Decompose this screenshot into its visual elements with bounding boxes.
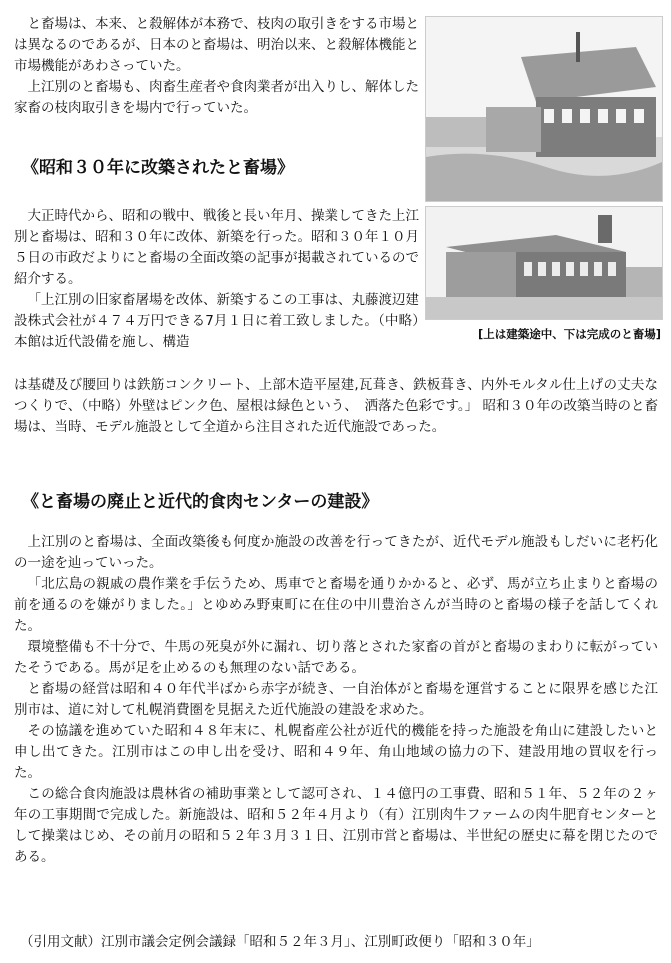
photo-caption: [上は建築途中、下は完成のと畜場] <box>477 327 661 341</box>
intro-block <box>14 14 419 119</box>
citation-footnote: （引用文献）江別市議会定例会議録「昭和５２年３月」、江別町政便り「昭和３０年」 <box>20 934 540 950</box>
section-2-paragraph-5: その協議を進めていた昭和４８年末に、札幌畜産公社が近代的機能を持った施設を角山に建設したいと申し出てきた。江別市はこの申し出を受け、昭和４９年、角山地域の協力の下、建設用地の買収を行った。 <box>14 723 658 781</box>
completed-building-photo <box>425 206 663 320</box>
section-2-paragraph-1: 上江別のと畜場は、全面改築後も何度か施設の改善を行ってきたが、近代モデル施設もしだいに老朽化の一途を辿っていった。 <box>14 534 658 571</box>
section-1-heading: 《昭和３０年に改築されたと畜場》 <box>22 158 294 178</box>
section-2-paragraph-6: この総合食肉施設は農林省の補助事業として認可され、１４億円の工事費、昭和５１年、５２年の２ヶ年の工事期間で完成した。新施設は、昭和５２年４月より（有）江別肉牛ファームの肉牛肥育センターとして操業はじめ、その前月の昭和５２年３月３１日、江別市営と畜場は、半世紀の歴史に幕を閉じたのである。 <box>14 786 658 865</box>
intro-paragraph-1: と畜場は、本来、と殺解体が本務で、枝肉の取引きをする市場とは異なるのであるが、日本のと畜場は、明治以来、と殺解体機能と市場機能があわさっていた。 <box>14 16 419 74</box>
section-1-paragraph-1: 大正時代から、昭和の戦中、戦後と長い年月、操業してきた上江別と畜場は、昭和３０年に改体、新築を行った。昭和３０年１０月５日の市政だよりにと畜場の全面改築の記事が掲載されているので紹介する。 <box>14 208 419 287</box>
section-1-paragraph-2a: 「上江別の旧家畜屠場を改体、新築するこの工事は、丸藤渡辺建設株式会社が４７４万円できる7月１日に着工致しました。（中略）本館は近代設備を施し、構造 <box>14 292 419 350</box>
section-2-paragraph-2: 「北広島の親戚の農作業を手伝うため、馬車でと畜場を通りかかると、必ず、馬が立ち止まりと畜場の前を通るのを嫌がりました。」とゆめみ野東町に在住の中川豊治さんが当時のと畜場の様子を話してくれた。 <box>14 576 658 634</box>
section-2-paragraph-4: と畜場の経営は昭和４０年代半ばから赤字が続き、一自治体がと畜場を運営することに限界を感じた江別市は、道に対して札幌消費圏を見据えた近代施設の建設を求めた。 <box>14 681 658 718</box>
section-1-column <box>14 206 419 353</box>
section-1-paragraph-2b: は基礎及び腰回りは鉄筋コンクリート、上部木造平屋建,瓦葺き、鉄板葺き、内外モルタル仕上げの丈夫なつくりで、（中略）外壁はピンク色、屋根は緑色という、 洒落た色彩です。」 昭和３０年の改築当時のと畜場は、当時、モデル施設として全道から注目された近代施設であった。 <box>14 377 658 435</box>
intro-paragraph-2: 上江別のと畜場も、肉畜生産者や食肉業者が出入りし、解体した家畜の枝肉取引きを場内で行っていた。 <box>14 79 419 116</box>
section-2-heading: 《と畜場の廃止と近代的食肉センターの建設》 <box>22 492 379 512</box>
section-1-continuation <box>14 375 658 438</box>
construction-photo <box>425 16 663 202</box>
section-2-body <box>14 532 658 868</box>
section-2-paragraph-3: 環境整備も不十分で、牛馬の死臭が外に漏れ、切り落とされた家畜の首がと畜場のまわりに転がっていたそうである。馬が足を止めるのも無理のない話である。 <box>14 639 658 676</box>
